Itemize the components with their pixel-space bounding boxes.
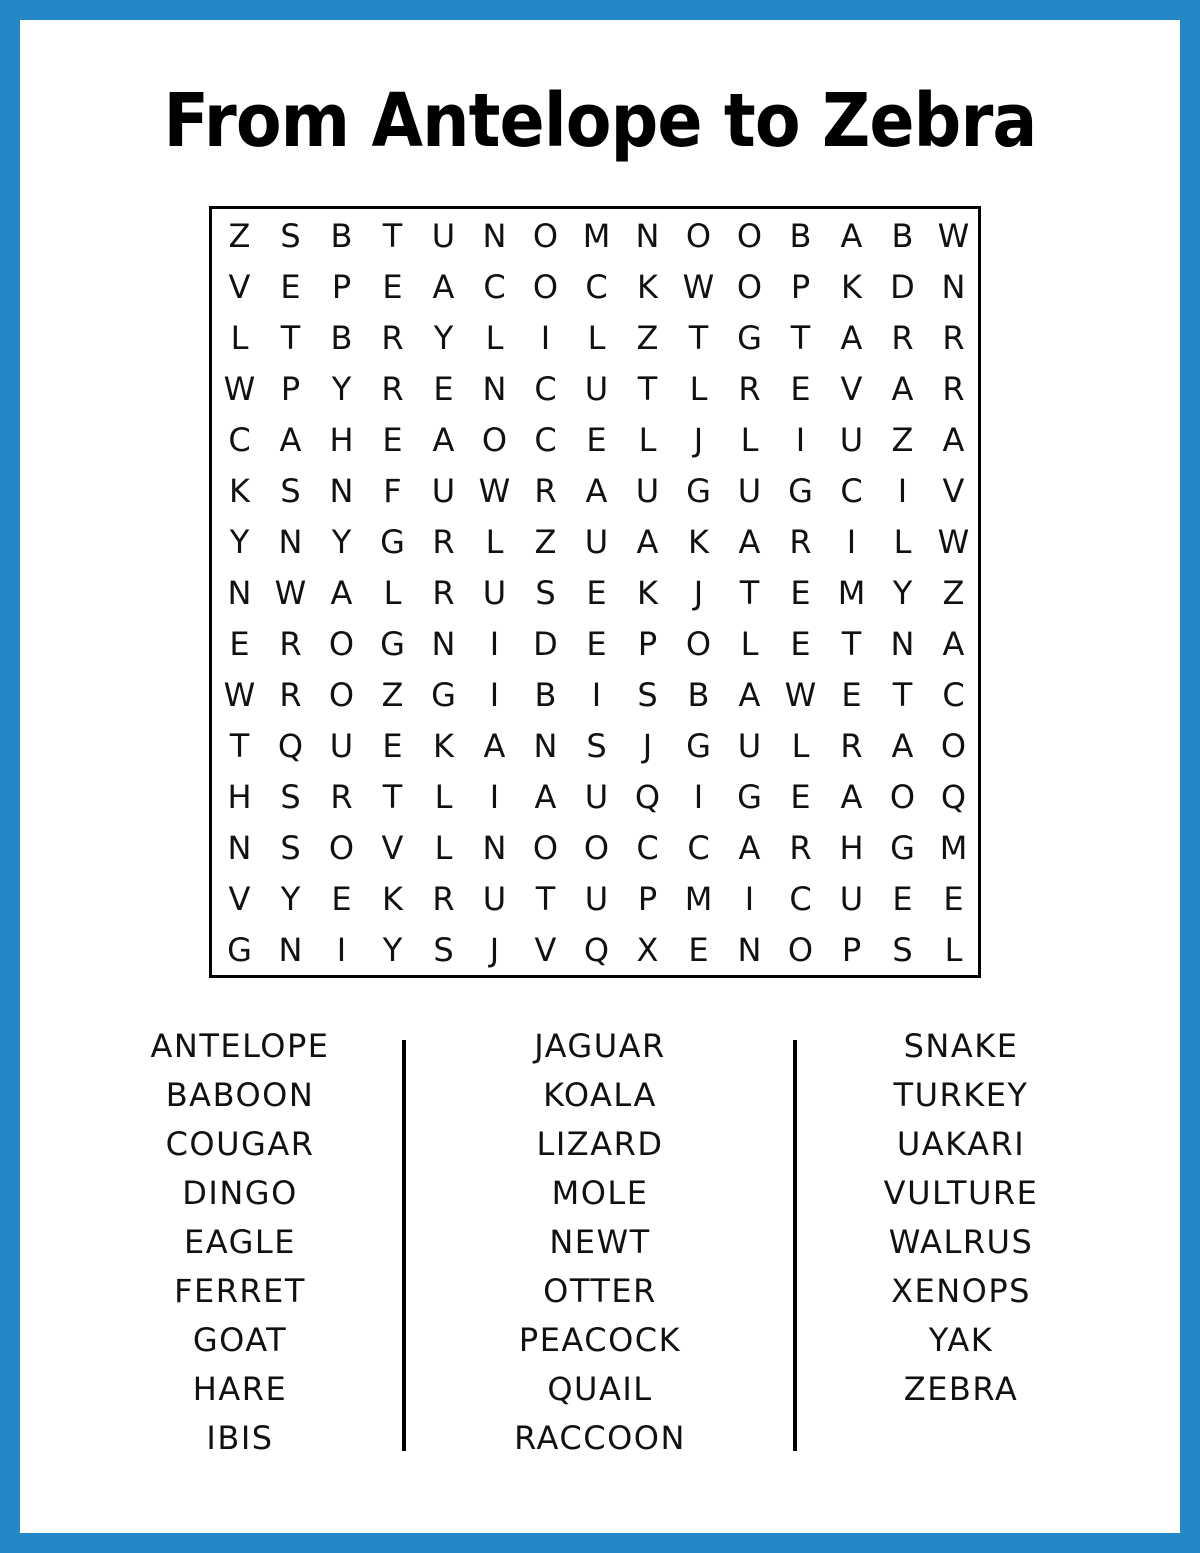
grid-cell[interactable]: P	[841, 931, 862, 969]
grid-cell[interactable]: W	[223, 676, 256, 714]
grid-cell[interactable]: R	[942, 319, 965, 357]
grid-cell[interactable]: Q	[634, 778, 661, 816]
grid-cell[interactable]: U	[584, 370, 609, 408]
grid-cell[interactable]: E	[382, 421, 403, 459]
grid-cell[interactable]: A	[738, 523, 761, 561]
grid-cell[interactable]: G	[737, 319, 762, 357]
grid-cell[interactable]: S	[586, 727, 607, 765]
grid-cell[interactable]: T	[739, 574, 760, 612]
grid-cell[interactable]: H	[227, 778, 252, 816]
word-list-item: NEWT	[549, 1223, 651, 1261]
column-divider	[793, 1040, 797, 1451]
grid-cell[interactable]: T	[382, 217, 403, 255]
word-list-column-3	[831, 1022, 1091, 1414]
grid-cell[interactable]: I	[489, 625, 500, 663]
grid-cell[interactable]: S	[637, 676, 658, 714]
grid-cell[interactable]: J	[489, 931, 500, 969]
grid-cell[interactable]: K	[433, 727, 454, 765]
grid-cell[interactable]: I	[489, 778, 500, 816]
word-list-item: RACCOON	[514, 1419, 686, 1457]
grid-cell[interactable]: A	[840, 778, 863, 816]
grid-cell[interactable]: J	[642, 727, 653, 765]
grid-cell[interactable]: E	[229, 625, 250, 663]
grid-cell[interactable]: A	[840, 319, 863, 357]
grid-cell[interactable]: R	[381, 370, 404, 408]
word-list-item: TURKEY	[893, 1076, 1029, 1114]
grid-cell[interactable]: A	[432, 268, 455, 306]
grid-cell[interactable]: I	[540, 319, 551, 357]
grid-cell[interactable]: V	[942, 472, 965, 510]
grid-cell[interactable]: D	[890, 268, 915, 306]
grid-cell[interactable]: E	[943, 880, 964, 918]
word-list-item: HARE	[192, 1370, 288, 1408]
grid-cell[interactable]: T	[382, 778, 403, 816]
grid-cell[interactable]: V	[228, 880, 251, 918]
grid-cell[interactable]: S	[535, 574, 556, 612]
grid-cell[interactable]: Y	[892, 574, 913, 612]
word-list-item: MOLE	[551, 1174, 649, 1212]
grid-cell[interactable]: A	[432, 421, 455, 459]
grid-row	[212, 772, 978, 823]
grid-cell[interactable]: F	[383, 472, 402, 510]
grid-cell[interactable]: U	[737, 727, 762, 765]
grid-cell[interactable]: S	[280, 472, 301, 510]
grid-cell[interactable]: O	[532, 217, 559, 255]
grid-cell[interactable]: G	[686, 727, 711, 765]
grid-cell[interactable]: O	[481, 421, 508, 459]
word-list-item: KOALA	[543, 1076, 657, 1114]
grid-cell[interactable]: G	[431, 676, 456, 714]
grid-cell[interactable]: E	[280, 268, 301, 306]
grid-cell[interactable]: U	[329, 727, 354, 765]
grid-cell[interactable]: S	[892, 931, 913, 969]
grid-cell[interactable]: Y	[331, 523, 352, 561]
grid-cell[interactable]: C	[840, 472, 863, 510]
grid-cell[interactable]: W	[937, 217, 970, 255]
grid-cell[interactable]: O	[328, 829, 355, 867]
grid-cell[interactable]: L	[740, 421, 759, 459]
grid-cell[interactable]: Z	[381, 676, 404, 714]
grid-cell[interactable]: P	[790, 268, 811, 306]
grid-cell[interactable]: Y	[433, 319, 454, 357]
column-divider	[402, 1040, 406, 1451]
grid-cell[interactable]: A	[585, 472, 608, 510]
word-list-item: YAK	[928, 1321, 994, 1359]
grid-cell[interactable]: N	[737, 931, 762, 969]
grid-cell[interactable]: L	[383, 574, 402, 612]
grid-cell[interactable]: B	[330, 319, 353, 357]
grid-cell[interactable]: E	[790, 574, 811, 612]
grid-cell[interactable]: E	[586, 574, 607, 612]
grid-cell[interactable]: L	[485, 523, 504, 561]
grid-cell[interactable]: L	[230, 319, 249, 357]
grid-cell[interactable]: C	[534, 421, 557, 459]
word-list-item: UAKARI	[896, 1125, 1026, 1163]
grid-cell[interactable]: R	[789, 829, 812, 867]
grid-cell[interactable]: S	[280, 217, 301, 255]
grid-cell[interactable]: N	[278, 931, 303, 969]
grid-cell[interactable]: N	[482, 217, 507, 255]
grid-cell[interactable]: C	[687, 829, 710, 867]
grid-cell[interactable]: A	[942, 625, 965, 663]
grid-cell[interactable]: W	[223, 370, 256, 408]
grid-cell[interactable]: Y	[382, 931, 403, 969]
grid-cell[interactable]: C	[228, 421, 251, 459]
word-list-item: JAGUAR	[534, 1027, 666, 1065]
grid-cell[interactable]: I	[795, 421, 806, 459]
grid-cell[interactable]: O	[736, 268, 763, 306]
grid-cell[interactable]: L	[587, 319, 606, 357]
grid-cell[interactable]: U	[482, 880, 507, 918]
grid-cell[interactable]: G	[737, 778, 762, 816]
grid-cell[interactable]: U	[737, 472, 762, 510]
grid-cell[interactable]: Y	[280, 880, 301, 918]
grid-cell[interactable]: I	[846, 523, 857, 561]
grid-row	[212, 823, 978, 874]
grid-cell[interactable]: R	[432, 880, 455, 918]
grid-cell[interactable]: G	[890, 829, 915, 867]
grid-cell[interactable]: A	[483, 727, 506, 765]
word-list-item: XENOPS	[891, 1272, 1031, 1310]
grid-cell[interactable]: G	[380, 625, 405, 663]
grid-cell[interactable]: S	[280, 829, 301, 867]
grid-cell[interactable]: I	[693, 778, 704, 816]
word-list-item: OTTER	[543, 1272, 657, 1310]
grid-cell[interactable]: C	[942, 676, 965, 714]
grid-cell[interactable]: Q	[583, 931, 610, 969]
grid-cell[interactable]: T	[892, 676, 913, 714]
grid-cell[interactable]: I	[744, 880, 755, 918]
grid-cell[interactable]: N	[635, 217, 660, 255]
grid-cell[interactable]: P	[637, 880, 658, 918]
grid-row	[212, 568, 978, 619]
grid-cell[interactable]: Z	[942, 574, 965, 612]
grid-cell[interactable]: A	[738, 829, 761, 867]
grid-cell[interactable]: W	[274, 574, 307, 612]
grid-cell[interactable]: R	[330, 778, 353, 816]
grid-cell[interactable]: E	[433, 370, 454, 408]
grid-cell[interactable]: U	[584, 880, 609, 918]
grid-cell[interactable]: Q	[277, 727, 304, 765]
grid-cell[interactable]: W	[682, 268, 715, 306]
grid-cell[interactable]: O	[940, 727, 967, 765]
grid-cell[interactable]: J	[693, 574, 704, 612]
grid-row	[212, 619, 978, 670]
grid-cell[interactable]: R	[738, 370, 761, 408]
grid-cell[interactable]: I	[591, 676, 602, 714]
grid-cell[interactable]: V	[381, 829, 404, 867]
grid-cell[interactable]: Y	[229, 523, 250, 561]
grid-cell[interactable]: C	[483, 268, 506, 306]
grid-cell[interactable]: K	[382, 880, 403, 918]
word-list-column-2	[470, 1022, 730, 1463]
grid-cell[interactable]: U	[482, 574, 507, 612]
grid-cell[interactable]: C	[585, 268, 608, 306]
grid-cell[interactable]: B	[330, 217, 353, 255]
word-list-item: VULTURE	[883, 1174, 1039, 1212]
grid-cell[interactable]: O	[889, 778, 916, 816]
word-list-item: PEACOCK	[518, 1321, 682, 1359]
grid-cell[interactable]: E	[382, 268, 403, 306]
grid-cell[interactable]: I	[489, 676, 500, 714]
grid-cell[interactable]: B	[891, 217, 914, 255]
grid-cell[interactable]: K	[637, 574, 658, 612]
grid-cell[interactable]: Y	[331, 370, 352, 408]
grid-cell[interactable]: Z	[891, 421, 914, 459]
grid-cell[interactable]: P	[280, 370, 301, 408]
grid-cell[interactable]: Q	[940, 778, 967, 816]
word-list-item: WALRUS	[888, 1223, 1034, 1261]
grid-cell[interactable]: N	[227, 574, 252, 612]
grid-cell[interactable]: E	[586, 421, 607, 459]
grid-cell[interactable]: E	[688, 931, 709, 969]
word-list-item: FERRET	[174, 1272, 306, 1310]
grid-cell[interactable]: L	[944, 931, 963, 969]
letter-grid	[209, 206, 981, 978]
grid-row	[212, 721, 978, 772]
grid-cell[interactable]: L	[740, 625, 759, 663]
grid-cell[interactable]: O	[532, 268, 559, 306]
grid-cell[interactable]: N	[890, 625, 915, 663]
grid-cell[interactable]: N	[482, 370, 507, 408]
grid-cell[interactable]: R	[432, 574, 455, 612]
grid-cell[interactable]: B	[687, 676, 710, 714]
word-list-item: SNAKE	[903, 1027, 1019, 1065]
word-list-item: EAGLE	[184, 1223, 296, 1261]
grid-cell[interactable]: C	[534, 370, 557, 408]
grid-cell[interactable]: M	[684, 880, 713, 918]
grid-cell[interactable]: R	[279, 625, 302, 663]
grid-cell[interactable]: D	[533, 625, 558, 663]
grid-cell[interactable]: V	[228, 268, 251, 306]
grid-cell[interactable]: B	[789, 217, 812, 255]
grid-cell[interactable]: E	[790, 370, 811, 408]
grid-cell[interactable]: A	[534, 778, 557, 816]
grid-cell[interactable]: U	[839, 880, 864, 918]
grid-cell[interactable]: G	[227, 931, 252, 969]
grid-cell[interactable]: R	[789, 523, 812, 561]
grid-cell[interactable]: K	[841, 268, 862, 306]
grid-cell[interactable]: W	[478, 472, 511, 510]
grid-cell[interactable]: N	[329, 472, 354, 510]
grid-cell[interactable]: E	[790, 625, 811, 663]
grid-cell[interactable]: I	[897, 472, 908, 510]
grid-cell[interactable]: A	[891, 727, 914, 765]
grid-cell[interactable]: B	[534, 676, 557, 714]
grid-cell[interactable]: I	[336, 931, 347, 969]
grid-cell[interactable]: O	[736, 217, 763, 255]
grid-cell[interactable]: Z	[636, 319, 659, 357]
grid-row	[212, 670, 978, 721]
grid-cell[interactable]: A	[738, 676, 761, 714]
grid-cell[interactable]: L	[485, 319, 504, 357]
grid-cell[interactable]: R	[891, 319, 914, 357]
word-list-item: ANTELOPE	[150, 1027, 330, 1065]
grid-row	[212, 517, 978, 568]
grid-cell[interactable]: S	[280, 778, 301, 816]
grid-cell[interactable]: U	[431, 472, 456, 510]
grid-cell[interactable]: A	[279, 421, 302, 459]
grid-cell[interactable]: T	[637, 370, 658, 408]
grid-cell[interactable]: U	[584, 523, 609, 561]
word-list-item: LIZARD	[536, 1125, 664, 1163]
grid-cell[interactable]: O	[328, 676, 355, 714]
grid-cell[interactable]: N	[482, 829, 507, 867]
word-list-item: GOAT	[192, 1321, 288, 1359]
grid-cell[interactable]: K	[637, 268, 658, 306]
grid-cell[interactable]: K	[229, 472, 250, 510]
grid-cell[interactable]: G	[380, 523, 405, 561]
grid-cell[interactable]: Z	[228, 217, 251, 255]
grid-cell[interactable]: M	[582, 217, 611, 255]
grid-cell[interactable]: M	[837, 574, 866, 612]
grid-cell[interactable]: U	[839, 421, 864, 459]
word-list-column-1	[110, 1022, 370, 1463]
word-list-item: COUGAR	[165, 1125, 315, 1163]
grid-row	[212, 211, 978, 262]
grid-cell[interactable]: O	[583, 829, 610, 867]
grid-cell[interactable]: T	[229, 727, 250, 765]
grid-cell[interactable]: O	[685, 625, 712, 663]
grid-cell[interactable]: P	[331, 268, 352, 306]
grid-cell[interactable]: L	[893, 523, 912, 561]
grid-row	[212, 925, 978, 976]
grid-cell[interactable]: A	[330, 574, 353, 612]
grid-cell[interactable]: M	[939, 829, 968, 867]
grid-cell[interactable]: T	[535, 880, 556, 918]
grid-cell[interactable]: R	[432, 523, 455, 561]
grid-cell[interactable]: N	[227, 829, 252, 867]
grid-cell[interactable]: A	[840, 217, 863, 255]
grid-cell[interactable]: N	[431, 625, 456, 663]
grid-cell[interactable]: E	[331, 880, 352, 918]
grid-cell[interactable]: J	[693, 421, 704, 459]
word-list-item: IBIS	[206, 1419, 274, 1457]
word-list-item: BABOON	[165, 1076, 315, 1114]
grid-row	[212, 466, 978, 517]
grid-cell[interactable]: X	[636, 931, 659, 969]
grid-cell[interactable]: L	[791, 727, 810, 765]
grid-cell[interactable]: U	[431, 217, 456, 255]
grid-cell[interactable]: R	[840, 727, 863, 765]
grid-cell[interactable]: T	[841, 625, 862, 663]
grid-cell[interactable]: O	[685, 217, 712, 255]
grid-cell[interactable]: A	[636, 523, 659, 561]
word-list-item: ZEBRA	[903, 1370, 1019, 1408]
page-title: From Antelope to Zebra	[163, 78, 1037, 164]
grid-cell[interactable]: R	[942, 370, 965, 408]
grid-row	[212, 415, 978, 466]
grid-cell[interactable]: S	[433, 931, 454, 969]
grid-cell[interactable]: E	[382, 727, 403, 765]
grid-cell[interactable]: R	[279, 676, 302, 714]
grid-cell[interactable]: W	[784, 676, 817, 714]
grid-cell[interactable]: W	[937, 523, 970, 561]
grid-cell[interactable]: L	[434, 778, 453, 816]
grid-cell[interactable]: C	[636, 829, 659, 867]
grid-cell[interactable]: C	[789, 880, 812, 918]
grid-cell[interactable]: O	[328, 625, 355, 663]
grid-cell[interactable]: R	[534, 472, 557, 510]
grid-cell[interactable]: V	[534, 931, 557, 969]
grid-cell[interactable]: G	[788, 472, 813, 510]
grid-cell[interactable]: N	[941, 268, 966, 306]
grid-cell[interactable]: E	[892, 880, 913, 918]
grid-cell[interactable]: P	[637, 625, 658, 663]
grid-cell[interactable]: V	[840, 370, 863, 408]
grid-row	[212, 364, 978, 415]
grid-cell[interactable]: H	[839, 829, 864, 867]
grid-cell[interactable]: L	[434, 829, 453, 867]
grid-cell[interactable]: L	[689, 370, 708, 408]
grid-row	[212, 313, 978, 364]
grid-cell[interactable]: T	[688, 319, 709, 357]
grid-cell[interactable]: T	[280, 319, 301, 357]
grid-cell[interactable]: H	[329, 421, 354, 459]
word-list-item: DINGO	[182, 1174, 298, 1212]
grid-cell[interactable]: A	[942, 421, 965, 459]
grid-cell[interactable]: E	[790, 778, 811, 816]
grid-cell[interactable]: U	[635, 472, 660, 510]
grid-cell[interactable]: N	[533, 727, 558, 765]
grid-cell[interactable]: A	[891, 370, 914, 408]
grid-row	[212, 262, 978, 313]
grid-cell[interactable]: U	[584, 778, 609, 816]
grid-cell[interactable]: O	[532, 829, 559, 867]
grid-cell[interactable]: G	[686, 472, 711, 510]
grid-cell[interactable]: E	[586, 625, 607, 663]
grid-cell[interactable]: Z	[534, 523, 557, 561]
grid-cell[interactable]: R	[381, 319, 404, 357]
grid-cell[interactable]: K	[688, 523, 709, 561]
grid-cell[interactable]: O	[787, 931, 814, 969]
grid-cell[interactable]: T	[790, 319, 811, 357]
grid-cell[interactable]: N	[278, 523, 303, 561]
grid-cell[interactable]: L	[638, 421, 657, 459]
word-list-item: QUAIL	[547, 1370, 653, 1408]
grid-row	[212, 874, 978, 925]
grid-cell[interactable]: E	[841, 676, 862, 714]
